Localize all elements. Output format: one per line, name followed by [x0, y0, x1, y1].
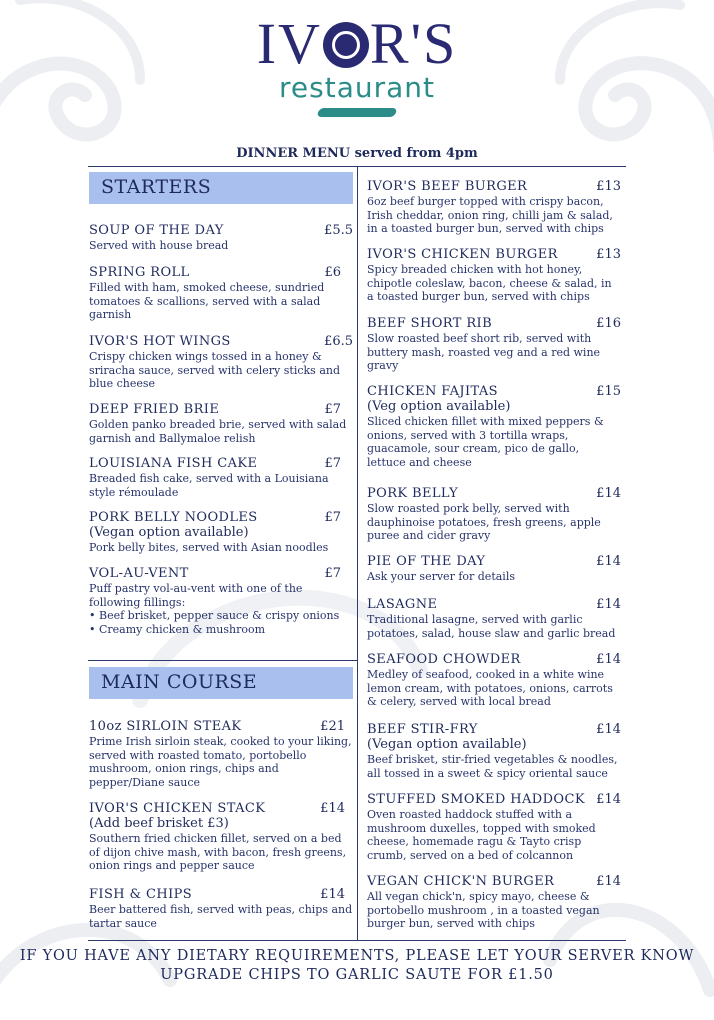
item-price: £14	[596, 722, 621, 737]
item-description: 6oz beef burger topped with crispy bacon, Irish cheddar, onion ring, chilli jam & salad, in a toasted burger bun, served with chips	[367, 195, 613, 235]
item-note: (Add beef brisket £3)	[89, 816, 229, 831]
item-price: £14	[596, 652, 621, 667]
menu-item	[89, 566, 353, 636]
logo-o-emblem-icon	[323, 22, 369, 68]
logo-name-part-1: IV	[256, 11, 322, 76]
item-price: £6.5	[324, 334, 353, 349]
item-description: Beef brisket, stir-fried vegetables & noodles, all tossed in a sweet & spicy oriental sauce	[367, 753, 618, 780]
item-name: FISH & CHIPS	[89, 887, 193, 902]
item-name: BEEF SHORT RIB	[367, 316, 493, 331]
item-name: VEGAN CHICK'N BURGER	[367, 874, 555, 889]
item-name: BEEF STIR-FRY	[367, 722, 478, 737]
item-name: IVOR'S CHICKEN BURGER	[367, 247, 558, 262]
item-name: CHICKEN FAJITAS	[367, 384, 498, 399]
item-price: £6	[324, 265, 341, 280]
restaurant-logo	[0, 11, 714, 117]
item-price: £7	[324, 402, 341, 417]
item-price: £14	[596, 554, 621, 569]
item-description: Pork belly bites, served with Asian noodles	[89, 541, 329, 554]
item-description: All vegan chick'n, spicy mayo, cheese & portobello mushroom , in a toasted vegan burger bun, served with chips	[367, 890, 600, 930]
item-price: £14	[596, 792, 621, 807]
item-price: £7	[324, 510, 341, 525]
menu-item	[89, 510, 353, 555]
item-name: VOL-AU-VENT	[89, 566, 189, 581]
bottom-divider	[88, 940, 626, 941]
item-name: 10oz SIRLOIN STEAK	[89, 719, 242, 734]
menu-item	[367, 792, 621, 862]
served-from-label: DINNER MENU served from 4pm	[236, 146, 478, 161]
item-name: DEEP FRIED BRIE	[89, 402, 220, 417]
item-name: IVOR'S CHICKEN STACK	[89, 801, 266, 816]
item-name: LASAGNE	[367, 597, 438, 612]
menu-item	[89, 334, 353, 391]
menu-item	[89, 265, 353, 322]
menu-item	[367, 179, 621, 236]
filling-option: • Beef brisket, pepper sauce & crispy onions	[89, 609, 353, 623]
logo-name	[0, 11, 714, 76]
item-price: £13	[596, 247, 621, 262]
item-description: Puff pastry vol-au-vent with one of the following fillings:	[89, 582, 303, 609]
logo-subtitle: restaurant	[279, 71, 435, 104]
menu-item	[89, 402, 353, 445]
item-price: £14	[320, 887, 345, 902]
logo-brush-stroke	[317, 108, 398, 117]
menu-item	[367, 247, 621, 304]
item-description: Crispy chicken wings tossed in a honey & sriracha sauce, served with celery sticks and blue cheese	[89, 350, 341, 390]
starters-header: STARTERS	[89, 172, 353, 204]
filling-option: • Creamy chicken & mushroom	[89, 623, 353, 637]
menu-item	[367, 722, 621, 780]
item-description: Traditional lasagne, served with garlic potatoes, salad, house slaw and garlic bread	[367, 613, 616, 640]
item-name: PIE OF THE DAY	[367, 554, 486, 569]
item-price: £14	[596, 486, 621, 501]
main-course-header: MAIN COURSE	[89, 667, 353, 699]
item-price: £14	[596, 874, 621, 889]
item-name: SEAFOOD CHOWDER	[367, 652, 521, 667]
item-price: £14	[596, 597, 621, 612]
item-price: £13	[596, 179, 621, 194]
item-description: Southern fried chicken fillet, served on a bed of dijon chive mash, with bacon, fresh greens, onion rings and pepper sauce	[89, 832, 347, 872]
logo-name-part-2: R'S	[369, 11, 458, 76]
item-description: Ask your server for details	[367, 570, 515, 583]
item-description: Oven roasted haddock stuffed with a mushroom duxelles, topped with smoked cheese, homemade ragu & Tayto crisp crumb, served on a bed of colcannon	[367, 808, 596, 862]
item-name: LOUISIANA FISH CAKE	[89, 456, 258, 471]
center-divider	[357, 166, 358, 940]
dietary-requirements-notice: IF YOU HAVE ANY DIETARY REQUIREMENTS, PLEASE LET YOUR SERVER KNOW	[19, 948, 695, 964]
item-price: £5.5	[324, 223, 353, 238]
item-note: (Veg option available)	[367, 399, 511, 414]
item-description: Sliced chicken fillet with mixed peppers & onions, served with 3 tortilla wraps, guacamole, sour cream, pico de gallo, lettuce and cheese	[367, 415, 604, 469]
item-description: Slow roasted pork belly, served with dauphinoise potatoes, fresh greens, apple puree and cider gravy	[367, 502, 601, 542]
menu-item	[367, 652, 621, 709]
item-name: SPRING ROLL	[89, 265, 190, 280]
filling-options	[89, 609, 353, 636]
item-description: Spicy breaded chicken with hot honey, chipotle coleslaw, bacon, cheese & salad, in a toasted burger bun, served with chips	[367, 263, 612, 303]
item-description: Medley of seafood, cooked in a white wine lemon cream, with potatoes, onions, carrots & celery, served with local bread	[367, 668, 613, 708]
menu-item	[89, 887, 353, 930]
menu-item	[367, 597, 621, 640]
item-description: Slow roasted beef short rib, served with buttery mash, roasted veg and a red wine gravy	[367, 332, 601, 372]
item-note: (Vegan option available)	[367, 737, 527, 752]
left-section-divider	[88, 660, 357, 661]
item-name: IVOR'S HOT WINGS	[89, 334, 231, 349]
item-price: £7	[324, 566, 341, 581]
item-note: (Vegan option available)	[89, 525, 249, 540]
item-description: Golden panko breaded brie, served with salad garnish and Ballymaloe relish	[89, 418, 347, 445]
upgrade-chips-notice: UPGRADE CHIPS TO GARLIC SAUTE FOR £1.50	[160, 967, 554, 983]
item-description: Beer battered fish, served with peas, chips and tartar sauce	[89, 903, 353, 930]
item-price: £14	[320, 801, 345, 816]
menu-item	[367, 554, 621, 584]
item-name: PORK BELLY	[367, 486, 459, 501]
item-price: £21	[320, 719, 345, 734]
menu-item	[89, 456, 353, 499]
item-price: £7	[324, 456, 341, 471]
menu-item	[89, 719, 353, 789]
item-name: STUFFED SMOKED HADDOCK	[367, 792, 585, 807]
item-name: PORK BELLY NOODLES	[89, 510, 258, 525]
item-price: £16	[596, 316, 621, 331]
menu-item	[367, 316, 621, 373]
item-description: Served with house bread	[89, 239, 229, 252]
item-description: Filled with ham, smoked cheese, sundried tomatoes & scallions, served with a salad garnish	[89, 281, 325, 321]
item-description: Breaded fish cake, served with a Louisiana style rémoulade	[89, 472, 329, 499]
menu-item	[367, 486, 621, 543]
item-name: SOUP OF THE DAY	[89, 223, 224, 238]
item-price: £15	[596, 384, 621, 399]
item-description: Prime Irish sirloin steak, cooked to your liking, served with roasted tomato, portobello mushroom, onion rings, chips and pepper/Diane sauce	[89, 735, 352, 789]
item-name: IVOR'S BEEF BURGER	[367, 179, 528, 194]
menu-item	[367, 874, 621, 931]
menu-item	[89, 801, 353, 873]
menu-item	[367, 384, 621, 469]
menu-item	[89, 223, 353, 253]
